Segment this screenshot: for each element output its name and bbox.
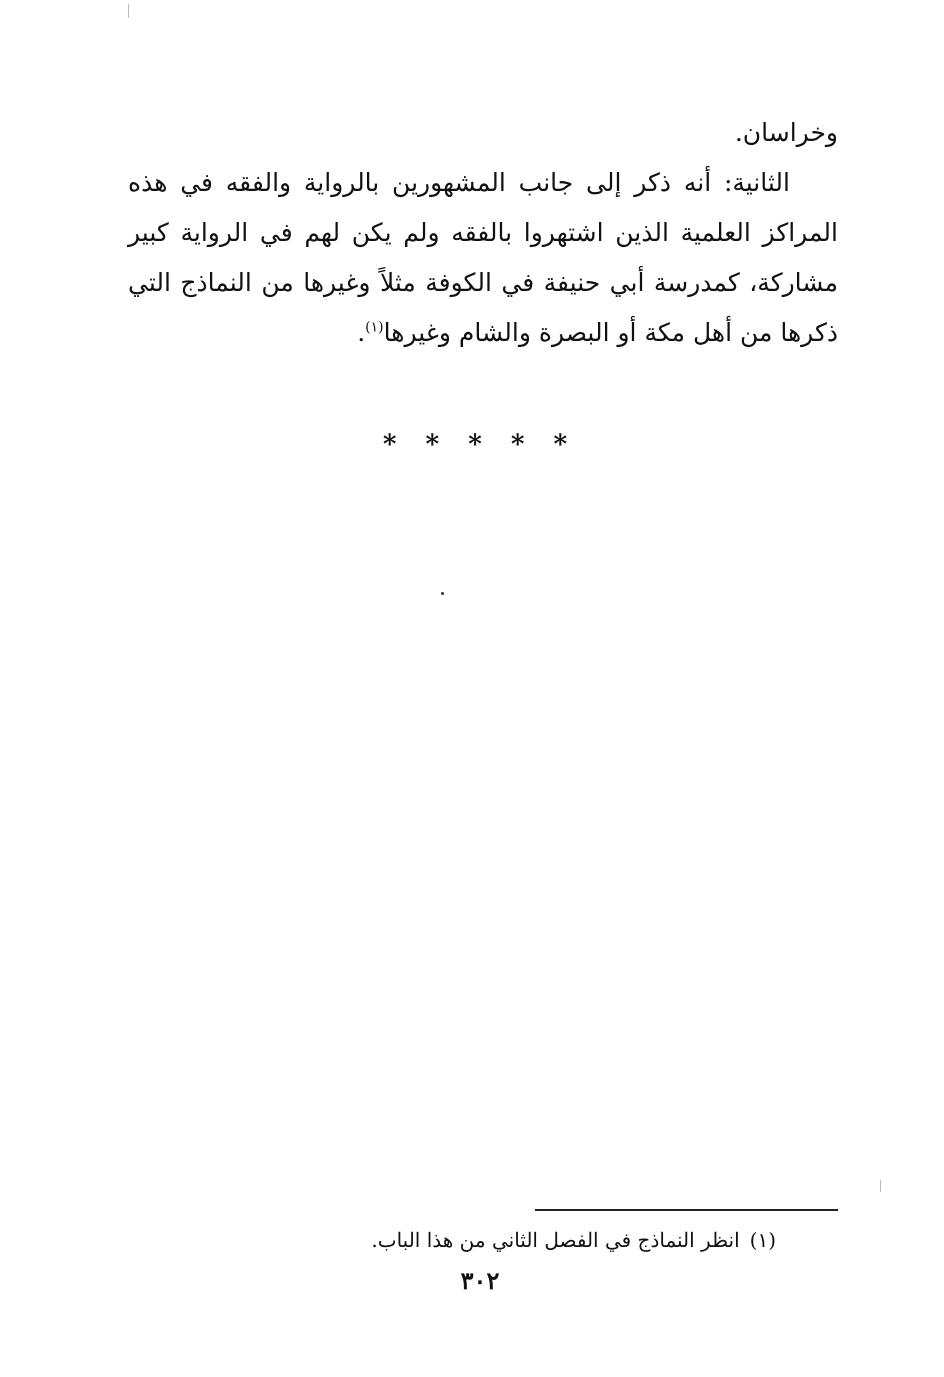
line-end-punctuation: .	[357, 318, 366, 347]
footnote-text: انظر النماذج في الفصل الثاني من هذا الباب.	[371, 1228, 740, 1252]
footnote-number: (١)	[749, 1228, 776, 1252]
text-line: مشاركة، كمدرسة أبي حنيفة في الكوفة مثلاً وغيرها من النماذج التي	[128, 268, 838, 297]
footnote-reference[interactable]: (١)	[365, 319, 384, 336]
section-separator: * * * * *	[382, 430, 578, 460]
text-line: الثانية: أنه ذكر إلى جانب المشهورين بالرواية والفقه في هذه	[128, 168, 790, 197]
text-line-content: ذكرها من أهل مكة أو البصرة والشام وغيرها	[383, 318, 838, 347]
margin-mark	[128, 4, 129, 18]
margin-mark	[880, 1180, 881, 1192]
text-line: المراكز العلمية الذين اشتهروا بالفقه ولم يكن لهم في الرواية كبير	[128, 218, 838, 247]
stray-dot	[441, 592, 444, 595]
text-line: وخراسان.	[734, 118, 838, 147]
footnote	[371, 1222, 776, 1258]
text-line-last	[128, 308, 838, 358]
footnote-divider	[535, 1209, 838, 1211]
main-text	[128, 108, 838, 358]
page-number: ٣٠٢	[460, 1266, 500, 1295]
